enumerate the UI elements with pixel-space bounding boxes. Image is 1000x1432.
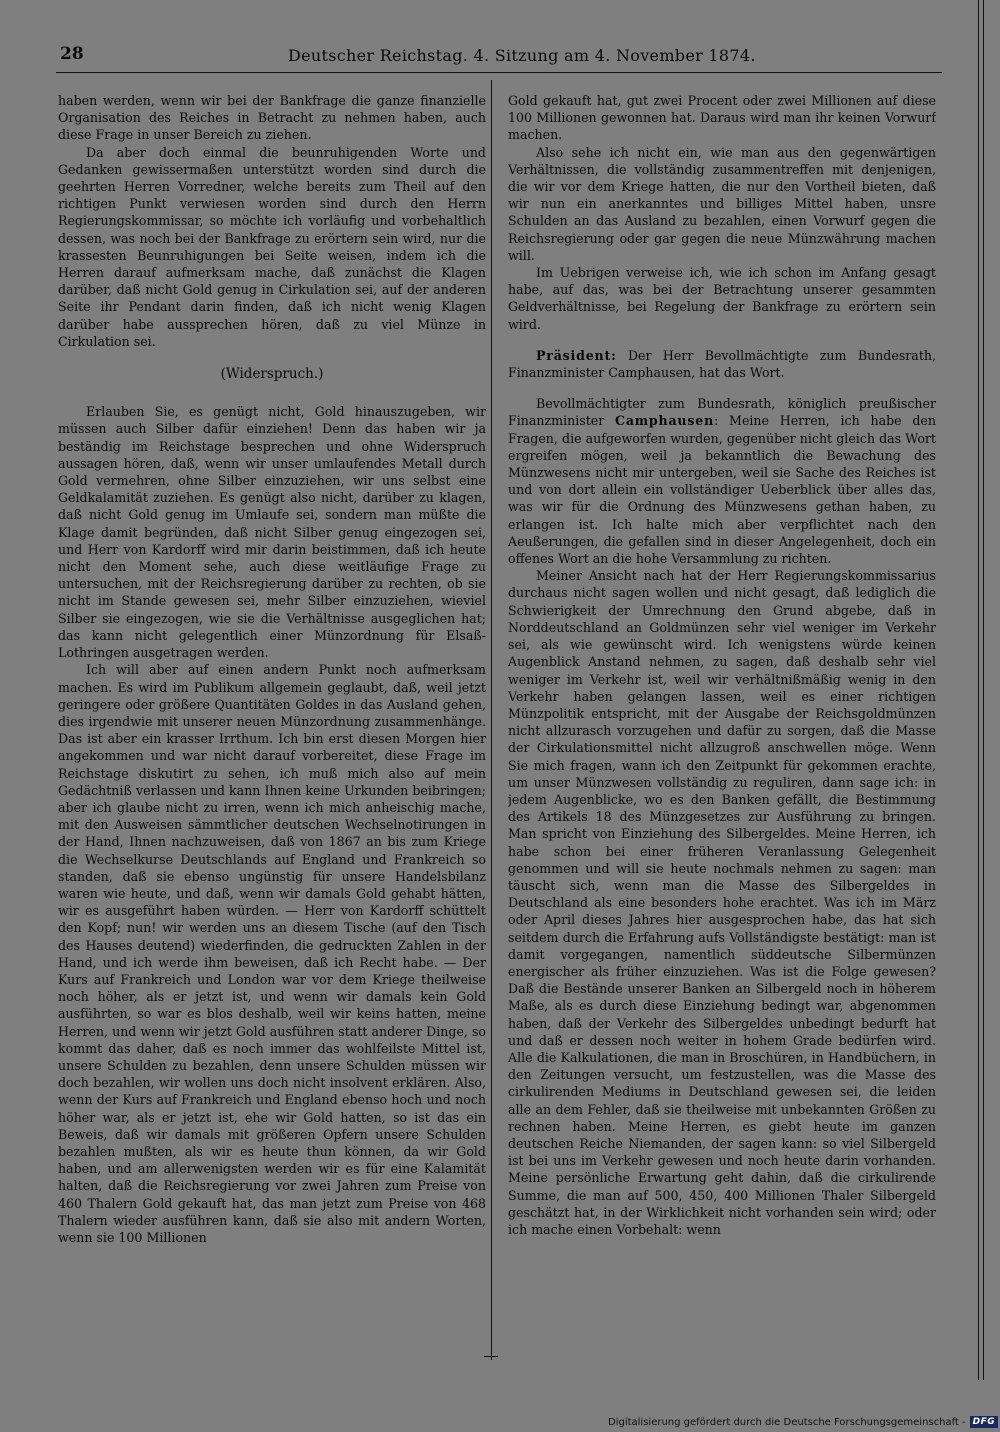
paragraph: haben werden, wenn wir bei der Bankfrage die ganze finanzielle Organisation des Reiches in Betracht zu nehmen haben, auch diese Frage in unser Bereich zu ziehen. xyxy=(58,93,486,143)
running-title: Deutscher Reichstag. 4. Sitzung am 4. November 1874. xyxy=(288,46,756,65)
statement-text: Der Herr Bevollmächtigte zum Bundesrath, Finanzminister Camphausen, hat das Wort. xyxy=(508,347,936,381)
statement-text: : Meine Herren, ich habe den Fragen, die aufgeworfen wurden, gegenüber nicht gleich das Wort ergreifen mögen, weil ja bekanntlich die Bewachung des Münzwesens nicht mir untergeben, weil sie Sache des Reiches ist und von dort allein ein vollständiger Ueberblick über alles das, was wir für die Ordnung des Münzwesens gethan haben, zu erlangen ist. Ich halte mich aber verpflichtet nach den Aeußerungen, die gefallen sind in dieser Angelegenheit, doch ein offenes Wort an die hohe Versammlung zu richten. xyxy=(508,413,936,567)
speaker-statement xyxy=(508,395,936,567)
speaker-intro: Bevollmächtigter zum Bundesrath, königlich preußischer Finanzminister xyxy=(508,396,936,429)
paragraph: Im Uebrigen verweise ich, wie ich schon im Anfang gesagt habe, auf das, was bei der Betrachtung unserer gesammten Geldverhältnisse, bei Regelung der Bankfrage zu erörtern sein wird. xyxy=(508,265,936,332)
paragraph: Gold gekauft hat, gut zwei Procent oder zwei Millionen auf diese 100 Millionen gewonnen hat. Daraus wird man ihr keinen Vorwurf machen. xyxy=(508,93,936,143)
page-number: 28 xyxy=(60,44,84,64)
paragraph: Meiner Ansicht nach hat der Herr Regierungskommissarius durchaus nicht sagen wollen und nicht gesagt, daß lediglich die Schwierigkeit der Umrechnung den Grund abgebe, daß in Norddeutschland an Goldmünzen sehr viel weniger im Verkehr sei, als wie gewünscht wird. Ich wenigstens würde keinen Augenblick Anstand nehmen, zu sagen, daß deshalb sehr viel weniger im Verkehr ist, weil wir verhältnißmäßig wenig in den Verkehr haben gelangen lassen, weil es einer richtigen Münzpolitik entspricht, mit der Ausgabe der Reichsgoldmünzen nicht allzurasch vorzugehen und dafür zu sorgen, daß die Masse der Cirkulationsmittel nicht allzugroß anschwellen möge. Wenn Sie mich fragen, wann ich den Zeitpunkt für gekommen erachte, um unser Münzwesen vollständig zu reguliren, dann sage ich: in jedem Augenblicke, wo es den Banken gefällt, die Bestimmung des Artikels 18 des Münzgesetzes zur Ausführung zu bringen. Man spricht von Einziehung des Silbergeldes. Meine Herren, ich habe schon bei einer früheren Veranlassung Gelegenheit genommen und will sie heute nochmals nehmen zu sagen: man täuscht sich, wenn man die Masse des Silbergeldes in Deutschland als eine besonders hohe erachtet. Was ich im März oder April dieses Jahres hier ausgesprochen habe, das hat sich seitdem durch die Erfahrung aufs Vollständigste bestätigt: man ist damit vorgegangen, namentlich süddeutsche Silbermünzen energischer als früher einzuziehen. Was ist die Folge gewesen? Daß die Bestände unserer Banken an Silbergeld noch in höherem Maße, als es durch diese Einziehung bedingt war, abgenommen haben, daß der Verkehr des Silbergeldes unbedingt bedurft hat und daß er dessen noch weiter in hohem Grade bedürfen wird. Alle die Kalkulationen, die man in Broschüren, in Handbüchern, in den Zeitungen versucht, um festzustellen, was die Masse des cirkulirenden Mediums in Deutschland gewesen sei, die leiden alle an dem Fehler, daß sie theilweise mit unbekannten Größen zu rechnen haben. Meine Herren, es giebt heute im ganzen deutschen Reiche Niemanden, der sagen kann: so viel Silbergeld ist bei uns im Verkehr gewesen und noch heute darin vorhanden. Meine persönliche Erwartung geht dahin, daß die cirkulirende Summe, die man auf 500, 450, 400 Millionen Thaler Silbergeld geschätzt hat, in der Wirklichkeit nicht vorhanden sein wird; oder ich mache einen Vorbehalt: wenn xyxy=(508,568,936,1237)
speaker-name: Camphausen xyxy=(615,413,715,429)
interjection: (Widerspruch.) xyxy=(220,366,324,383)
speaker-label: Präsident: xyxy=(536,347,617,363)
paragraph: Da aber doch einmal die beunruhigenden Worte und Gedanken gewissermaßen unterstützt worden sind durch die geehrten Herren Vorredner, welche bereits zum Theil auf den richtigen Punkt verwiesen worden sind durch den Herrn Regierungskommissar, so möchte ich vorläufig und vorbehaltlich dessen, was noch bei der Bankfrage zu erörtern sein wird, nur die krassesten Beunruhigungen bei Seite weisen, indem ich die Herren darauf aufmerksam mache, daß zunächst die Klagen darüber, daß nicht Gold genug in Cirkulation sei, auf der anderen Seite ihr Pendant darin finden, daß ich nicht wenig Klagen darüber habe aussprechen hören, daß zu viel Münze in Cirkulation sei. xyxy=(58,144,486,349)
page-border xyxy=(978,0,984,1380)
dfg-logo: DFG xyxy=(970,1416,999,1428)
header-rule xyxy=(56,72,942,73)
column-divider xyxy=(491,80,492,1360)
paragraph: Also sehe ich nicht ein, wie man aus den gegenwärtigen Verhältnissen, die vollständig zusammentreffen mit denjenigen, die wir vor dem Kriege hatten, die nur den Vortheil bieten, daß wir nun ein anerkanntes und billiges Mittel haben, unsre Schulden an das Ausland zu bezahlen, einen Vorwurf gegen die Reichsregierung oder gar gegen die neue Münzwährung machen will. xyxy=(508,144,936,263)
right-column xyxy=(508,92,936,1360)
footer-credit: Digitalisierung gefördert durch die Deutsche Forschungsgemeinschaft - xyxy=(608,1416,966,1428)
paragraph: Ich will aber auf einen andern Punkt noch aufmerksam machen. Es wird im Publikum allgemein geglaubt, daß, weil jetzt geringere oder größere Quantitäten Goldes in das Ausland gehen, dies irgendwie mit unserer neuen Münzordnung zusammenhänge. Das ist aber ein krasser Irrthum. Ich bin erst diesen Morgen hier angekommen und war nicht darauf vorbereitet, diese Frage im Reichstage diskutirt zu sehen, ich muß mich also auf mein Gedächtniß verlassen und kann Ihnen keine Urkunden beibringen; aber ich glaube nicht zu irren, wenn ich mich anheischig mache, mit den Ausweisen sämmtlicher deutschen Wechselnotirungen in der Hand, Ihnen nachzuweisen, daß von 1867 an bis zum Kriege die Wechselkurse Deutschlands auf England und Frankreich so standen, daß sie ebenso ungünstig für unsere Handelsbilanz waren wie heute, und daß, wenn wir damals Gold gehabt hätten, wir es ausgeführt haben würden. — Herr von Kardorff schüttelt den Kopf; nun! wir werden uns an diesem Tische (auf den Tisch des Hauses deutend) wiederfinden, die gedruckten Zahlen in der Hand, und ich werde ihm beweisen, daß ich Recht habe. — Der Kurs auf Frankreich und London war vor dem Kriege theilweise noch höher, als er jetzt ist, und wenn wir damals kein Gold ausführten, so war es blos deshalb, weil wir keins hatten, meine Herren, und wenn wir jetzt Gold ausführen statt anderer Dinge, so kommt das daher, daß es noch immer das wohlfeilste Mittel ist, unsere Schulden zu bezahlen, denn unsere Schulden müssen wir doch bezahlen, wir wollen uns doch nicht insolvent erklären. Also, wenn der Kurs auf Frankreich und England ebenso hoch und noch höher war, als er jetzt ist, ehe wir Gold hatten, so ist das ein Beweis, daß wir damals mit größeren Opfern unsere Schulden bezahlen mußten, als wir es heute thun können, da wir Gold haben, und am allerwenigsten werden wir es für eine Kalamität halten, daß die Reichsregierung vor zwei Jahren zum Preise von 460 Thalern Gold gekauft hat, das man jetzt zum Preise von 468 Thalern wieder ausführen kann, daß sie also mit andern Worten, wenn sie 100 Millionen xyxy=(58,662,486,1245)
president-statement xyxy=(508,347,936,381)
column-divider-end xyxy=(484,1356,498,1357)
left-column xyxy=(58,92,486,1360)
paragraph: Erlauben Sie, es genügt nicht, Gold hinauszugeben, wir müssen auch Silber dafür einziehen! Denn das haben wir ja beständig im Reichstage besprechen und ohne Widerspruch aussagen hören, daß, wenn wir unser umlaufendes Metall durch Gold vermehren, ohne Silber einzuziehen, wir uns selbst eine Geldkalamität zuziehen. Es genügt also nicht, darüber zu klagen, daß nicht Gold genug im Umlaufe sei, sondern man müßte die Klage damit begründen, daß nicht Silber genug eingezogen sei, und Herr von Kardorff wird mir darin beistimmen, daß ich heute nicht den Moment sehe, auch diese weitläufige Frage zu untersuchen, mit der Reichsregierung darüber zu rechten, ob sie nicht im Stande gewesen sei, mehr Silber einzuziehen, wieviel Silber sie eingezogen, wie sie die Verhältnisse ausgeglichen hat; das kann nicht gelegentlich einer Münzordnung für Elsaß-Lothringen ausgetragen werden. xyxy=(58,404,486,661)
footer xyxy=(608,1414,998,1430)
page-header xyxy=(56,44,946,72)
